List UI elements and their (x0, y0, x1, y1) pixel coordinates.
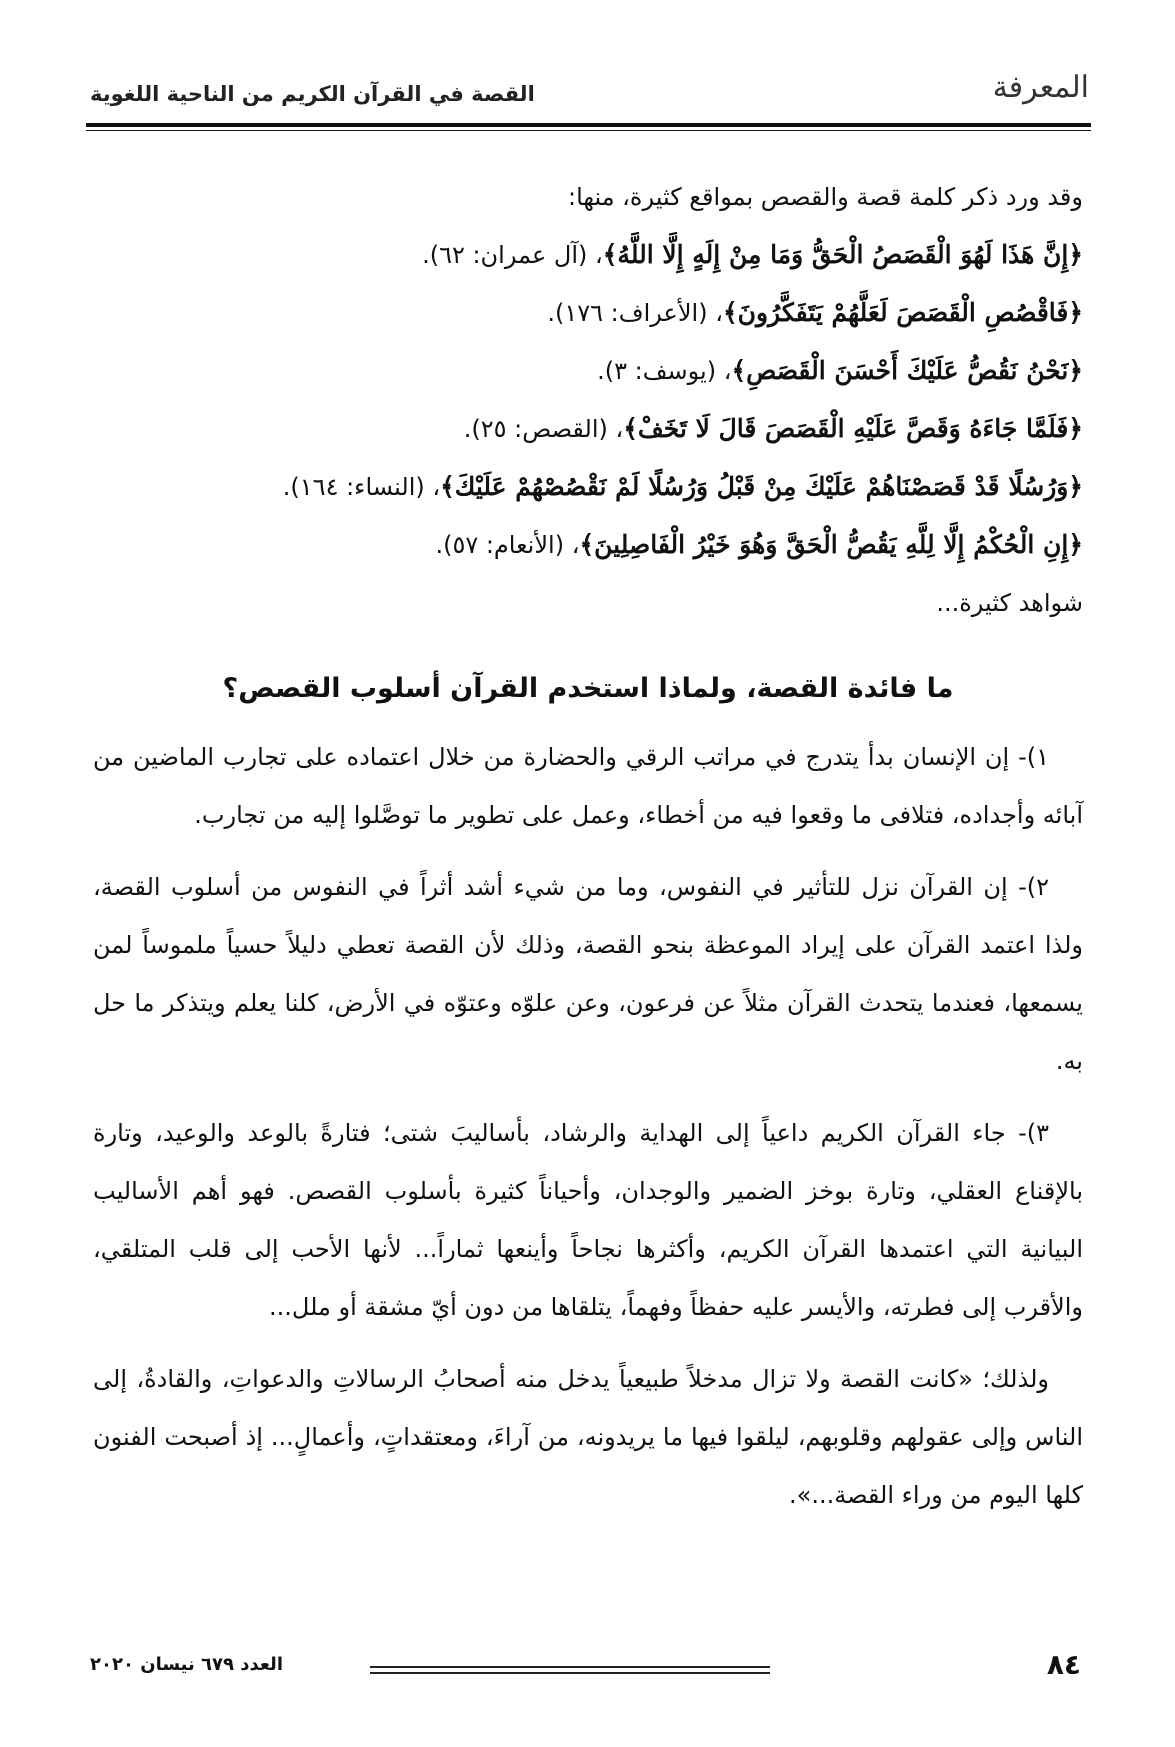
verse-reference: ، (القصص: ٢٥). (463, 415, 624, 443)
verse-reference: ، (الأعراف: ١٧٦). (547, 299, 723, 327)
verse-item (93, 284, 1083, 342)
verse-item (93, 458, 1083, 516)
verse-text: ﴿نَحْنُ نَقُصُّ عَلَيْكَ أَحْسَنَ الْقَصَصِ﴾ (731, 356, 1083, 385)
verse-list (93, 226, 1083, 574)
issue-info: العدد ٦٧٩ نيسان ٢٠٢٠ (90, 1654, 283, 1675)
verse-reference: ، (آل عمران: ٦٢). (422, 241, 603, 269)
article-body (93, 168, 1083, 1538)
page-number: ٨٤ (1046, 1648, 1081, 1681)
verse-reference: ، (الأنعام: ٥٧). (435, 531, 580, 559)
intro-line: وقد ورد ذكر كلمة قصة والقصص بمواقع كثيرة، منها: (567, 183, 1083, 211)
section-heading: ما فائدة القصة، ولماذا استخدم القرآن أسلوب القصص؟ (222, 673, 954, 704)
verse-text: ﴿وَرُسُلًا قَدْ قَصَصْنَاهُمْ عَلَيْكَ مِنْ قَبْلُ وَرُسُلًا لَمْ نَقْصُصْهُمْ عَلَيْكَ﴾ (440, 472, 1083, 501)
verse-item (93, 342, 1083, 400)
verse-item (93, 400, 1083, 458)
verse-reference: ، (النساء: ١٦٤). (282, 473, 441, 501)
footer-rule (370, 1672, 770, 1674)
paragraph: ٢)- إن القرآن نزل للتأثير في النفوس، وما من شيء أشد أثراً في النفوس من أسلوب القصة، ولذا اعتمد القرآن على إيراد الموعظة بنحو القصة، وذلك لأن القصة تعطي دليلاً حسياً ملموساً لمن يسمعها، فعندما يتحدث القرآن مثلاً عن فرعون، وعن علوّه وعتوّه في الأرض، كلنا يعلم ويتذكر ما حل به. (93, 873, 1083, 1075)
verse-text: ﴿إِنِ الْحُكْمُ إِلَّا لِلَّهِ يَقُصُّ الْحَقَّ وَهُوَ خَيْرُ الْفَاصِلِينَ﴾ (579, 530, 1083, 559)
verse-item (93, 516, 1083, 574)
paragraph: ولذلك؛ «كانت القصة ولا تزال مدخلاً طبيعياً يدخل منه أصحابُ الرسالاتِ والدعواتِ، والقادةُ، إلى الناس وإلى عقولهم وقلوبهم، ليلقوا فيها ما يريدونه، من آراءَ، ومعتقداتٍ، وأعمالٍ... إذ أصبحت الفنون كلها اليوم من وراء القصة...». (93, 1365, 1083, 1509)
magazine-logo: المعرفة (992, 70, 1089, 105)
paragraph: ١)- إن الإنسان بدأ يتدرج في مراتب الرقي والحضارة من خلال اعتماده على تجارب الماضين من آبائه وأجداده، فتلافى ما وقعوا فيه من أخطاء، وعمل على تطوير ما توصَّلوا إليه من تجارب. (93, 743, 1083, 829)
verse-text: ﴿فَلَمَّا جَاءَهُ وَقَصَّ عَلَيْهِ الْقَصَصَ قَالَ لَا تَخَفْ﴾ (623, 414, 1083, 443)
more-examples-line: شواهد كثيرة... (936, 589, 1083, 617)
header-rule-thick (86, 123, 1091, 127)
verse-text: ﴿فَاقْصُصِ الْقَصَصَ لَعَلَّهُمْ يَتَفَكَّرُونَ﴾ (722, 298, 1083, 327)
verse-item (93, 226, 1083, 284)
verse-reference: ، (يوسف: ٣). (597, 357, 732, 385)
header-rule-thin (86, 130, 1091, 131)
verse-text: ﴿إِنَّ هَذَا لَهُوَ الْقَصَصُ الْحَقُّ وَمَا مِنْ إِلَهٍ إِلَّا اللَّهُ﴾ (602, 240, 1083, 269)
running-title: القصة في القرآن الكريم من الناحية اللغوية (90, 82, 535, 106)
paragraph: ٣)- جاء القرآن الكريم داعياً إلى الهداية والرشاد، بأساليبَ شتى؛ فتارةً بالوعد والوعيد، وتارة بالإقناع العقلي، وتارة بوخز الضمير والوجدان، وأحياناً كثيرة بأسلوب القصص. فهو أهم الأساليب البيانية التي اعتمدها القرآن الكريم، وأكثرها نجاحاً وأينعها ثماراً... لأنها الأحب إلى قلب المتلقي، والأقرب إلى فطرته، والأيسر عليه حفظاً وفهماً، يتلقاها من دون أيّ مشقة أو ملل... (93, 1119, 1083, 1321)
page-header (86, 62, 1091, 122)
footer-rule (370, 1666, 770, 1668)
